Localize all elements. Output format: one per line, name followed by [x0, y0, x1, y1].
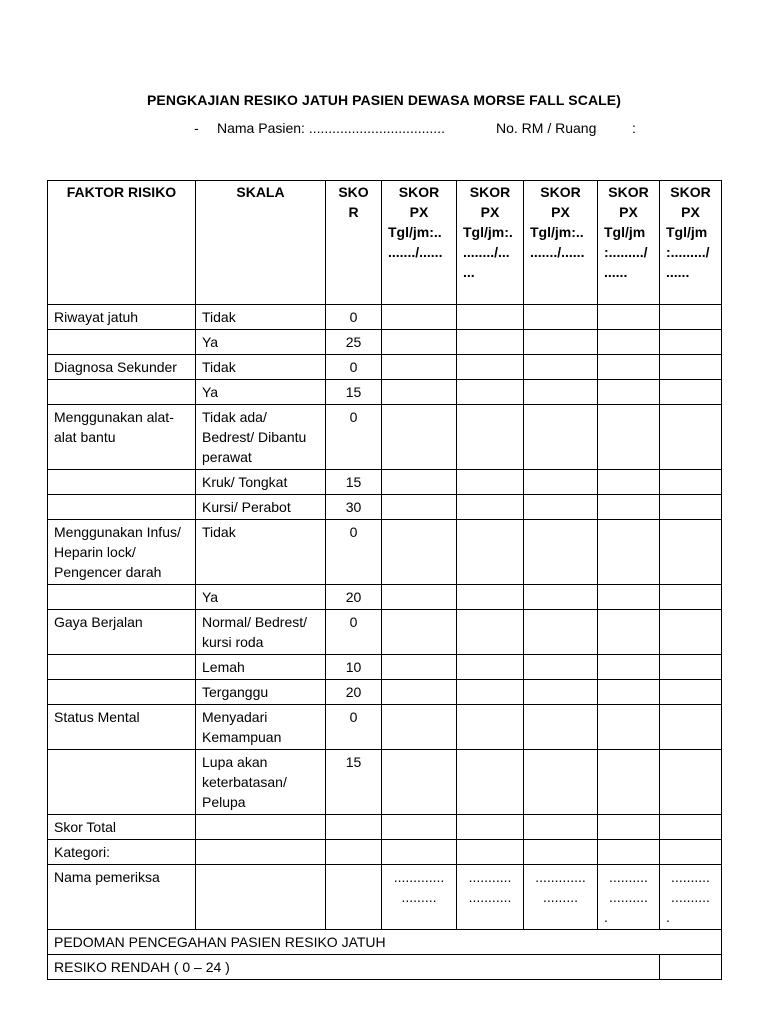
px4-l3: Tgl/jm: [604, 224, 646, 240]
px-input-cell[interactable]: [524, 840, 598, 865]
px-input-cell[interactable]: [382, 655, 457, 680]
px2-l5: ...: [463, 264, 475, 280]
pedoman-row: [48, 930, 722, 955]
dots-line: .: [666, 909, 670, 925]
table-row: [48, 470, 722, 495]
skor-cell: 20: [326, 585, 382, 610]
px-input-cell[interactable]: [457, 750, 524, 815]
nama-pemeriksa-label: Nama pemeriksa: [48, 865, 196, 930]
dots-line: .........: [542, 889, 578, 905]
px-input-cell[interactable]: [382, 750, 457, 815]
px-input-cell[interactable]: [524, 305, 598, 330]
px1-l1: SKOR: [398, 184, 440, 200]
table-row: [48, 585, 722, 610]
skala-cell: Terganggu: [196, 680, 326, 705]
px-input-cell[interactable]: [457, 405, 524, 470]
px5-l1: SKOR: [670, 184, 711, 200]
header-skor-px-2: [457, 181, 524, 305]
document-title: PENGKAJIAN RESIKO JATUH PASIEN DEWASA MORSE FALL SCALE): [146, 92, 622, 108]
faktor-cell: [48, 680, 196, 705]
px-input-cell[interactable]: [457, 330, 524, 355]
header-skor-px-1: [382, 181, 457, 305]
skala-cell: [196, 840, 326, 865]
header-row: [48, 181, 722, 305]
px-input-cell[interactable]: [524, 495, 598, 520]
skala-cell: Tidak: [196, 520, 326, 585]
px-input-cell[interactable]: [598, 840, 660, 865]
px-input-cell[interactable]: [524, 405, 598, 470]
px-input-cell[interactable]: [660, 305, 722, 330]
px-input-cell[interactable]: [598, 750, 660, 815]
px-input-cell[interactable]: [660, 330, 722, 355]
px4-l1: SKOR: [608, 184, 649, 200]
px-input-cell[interactable]: [382, 330, 457, 355]
skor-cell: 0: [326, 610, 382, 655]
pemeriksa-signature-cell[interactable]: [598, 865, 660, 930]
skala-cell: Menyadari Kemampuan: [196, 705, 326, 750]
skor-cell: 15: [326, 470, 382, 495]
faktor-cell: [48, 470, 196, 495]
px5-l2: PX: [681, 204, 700, 220]
px3-l2: PX: [551, 204, 570, 220]
px-input-cell[interactable]: [524, 470, 598, 495]
px-input-cell[interactable]: [524, 815, 598, 840]
bullet-dash: -: [194, 120, 199, 136]
px1-l3: Tgl/jm:..: [388, 224, 442, 240]
faktor-cell: Riwayat jatuh: [48, 305, 196, 330]
px-input-cell[interactable]: [457, 655, 524, 680]
dots-line: .: [604, 909, 608, 925]
px-input-cell[interactable]: [524, 680, 598, 705]
skala-cell: [196, 815, 326, 840]
px-input-cell[interactable]: [382, 305, 457, 330]
px-input-cell[interactable]: [382, 815, 457, 840]
px2-l2: PX: [480, 204, 500, 220]
skala-cell: Lupa akan keterbatasan/ Pelupa: [196, 750, 326, 815]
dots-line: ..........: [671, 889, 710, 905]
header-faktor-risiko: FAKTOR RISIKO: [48, 181, 196, 305]
skor-cell: [326, 865, 382, 930]
table-row: [48, 405, 722, 470]
skala-cell: Kruk/ Tongkat: [196, 470, 326, 495]
px-input-cell[interactable]: [598, 495, 660, 520]
px-input-cell[interactable]: [660, 495, 722, 520]
table-row: [48, 330, 722, 355]
px3-l4: ......./......: [530, 244, 585, 260]
px-input-cell[interactable]: [660, 705, 722, 750]
px-input-cell[interactable]: [524, 520, 598, 585]
px-input-cell[interactable]: [382, 495, 457, 520]
px-input-cell[interactable]: [457, 815, 524, 840]
px-input-cell[interactable]: [598, 610, 660, 655]
skala-cell: Ya: [196, 380, 326, 405]
px-input-cell[interactable]: [382, 470, 457, 495]
px-input-cell[interactable]: [524, 330, 598, 355]
px-input-cell[interactable]: [382, 355, 457, 380]
px-input-cell[interactable]: [598, 470, 660, 495]
skala-cell: Tidak: [196, 305, 326, 330]
table-row: [48, 750, 722, 815]
resiko-rendah-label: RESIKO RENDAH ( 0 – 24 ): [48, 955, 660, 980]
skor-cell: [326, 840, 382, 865]
px-input-cell[interactable]: [524, 380, 598, 405]
dots-line: ..........: [609, 869, 648, 885]
header-skala: SKALA: [196, 181, 326, 305]
skor-cell: 0: [326, 405, 382, 470]
skor-total-label: Skor Total: [48, 815, 196, 840]
kategori-row: [48, 840, 722, 865]
px1-l4: ......./......: [388, 244, 443, 260]
px-input-cell[interactable]: [457, 610, 524, 655]
nama-pemeriksa-row: [48, 865, 722, 930]
skor-cell: 15: [326, 750, 382, 815]
px-input-cell[interactable]: [660, 405, 722, 470]
px-input-cell[interactable]: [382, 680, 457, 705]
px4-l4: :........./: [604, 244, 648, 260]
px2-l1: SKOR: [469, 184, 511, 200]
faktor-cell: [48, 750, 196, 815]
header-skor: [326, 181, 382, 305]
px-input-cell[interactable]: [660, 610, 722, 655]
px1-l2: PX: [409, 204, 429, 220]
px-input-cell[interactable]: [660, 840, 722, 865]
kategori-label: Kategori:: [48, 840, 196, 865]
skor-cell: 0: [326, 520, 382, 585]
px-input-cell[interactable]: [382, 610, 457, 655]
px-input-cell[interactable]: [598, 305, 660, 330]
header-skor-px-4: [598, 181, 660, 305]
px-input-cell[interactable]: [457, 585, 524, 610]
px-input-cell[interactable]: [598, 815, 660, 840]
px-input-cell[interactable]: [382, 520, 457, 585]
px3-l1: SKOR: [540, 184, 581, 200]
dots-line: ..........: [609, 889, 648, 905]
px-input-cell[interactable]: [457, 840, 524, 865]
skala-cell: Ya: [196, 330, 326, 355]
px-input-cell[interactable]: [524, 585, 598, 610]
px-input-cell[interactable]: [457, 355, 524, 380]
skala-cell: Ya: [196, 585, 326, 610]
skala-cell: Kursi/ Perabot: [196, 495, 326, 520]
faktor-cell: Diagnosa Sekunder: [48, 355, 196, 380]
px-input-cell[interactable]: [382, 380, 457, 405]
px-input-cell[interactable]: [457, 520, 524, 585]
px-input-cell[interactable]: [382, 405, 457, 470]
px-input-cell[interactable]: [660, 750, 722, 815]
px-input-cell[interactable]: [660, 815, 722, 840]
px-input-cell[interactable]: [598, 585, 660, 610]
table-row: [48, 355, 722, 380]
skor-cell: 30: [326, 495, 382, 520]
px-input-cell[interactable]: [457, 495, 524, 520]
skala-cell: [196, 865, 326, 930]
pemeriksa-signature-cell[interactable]: [524, 865, 598, 930]
faktor-cell: [48, 585, 196, 610]
px4-l5: ......: [604, 264, 628, 280]
px-input-cell[interactable]: [660, 585, 722, 610]
px-input-cell[interactable]: [598, 655, 660, 680]
dots-line: ..........: [671, 869, 710, 885]
px4-l2: PX: [619, 204, 638, 220]
px-input-cell[interactable]: [598, 520, 660, 585]
table-row: [48, 705, 722, 750]
px-input-cell[interactable]: [382, 840, 457, 865]
dots-line: .........: [401, 889, 437, 905]
px2-l4: ......../...: [463, 244, 510, 260]
dots-line: .............: [393, 869, 445, 885]
faktor-cell: [48, 380, 196, 405]
px5-l5: ......: [666, 264, 690, 280]
dots-line: .............: [535, 869, 586, 885]
px-input-cell[interactable]: [457, 380, 524, 405]
header-skor-px-3: [524, 181, 598, 305]
table-row: [48, 680, 722, 705]
px-input-cell[interactable]: [524, 705, 598, 750]
skor-cell: 10: [326, 655, 382, 680]
header-skor-line1: SKO: [338, 184, 369, 200]
dots-line: ...........: [468, 889, 512, 905]
faktor-cell: Menggunakan Infus/ Heparin lock/ Pengencer darah: [48, 520, 196, 585]
table-row: [48, 305, 722, 330]
skor-cell: 20: [326, 680, 382, 705]
px-input-cell[interactable]: [457, 305, 524, 330]
px5-l3: Tgl/jm: [666, 224, 708, 240]
skor-cell: [326, 815, 382, 840]
patient-name-label: Nama Pasien: ...................................: [217, 120, 445, 136]
px-input-cell[interactable]: [382, 585, 457, 610]
header-skor-px-5: [660, 181, 722, 305]
table-row: [48, 655, 722, 680]
skor-cell: 15: [326, 380, 382, 405]
px-input-cell[interactable]: [598, 680, 660, 705]
skala-cell: Lemah: [196, 655, 326, 680]
table-row: [48, 380, 722, 405]
px-input-cell[interactable]: [457, 680, 524, 705]
skala-cell: Normal/ Bedrest/ kursi roda: [196, 610, 326, 655]
px-input-cell[interactable]: [457, 470, 524, 495]
px-input-cell[interactable]: [660, 355, 722, 380]
px-input-cell[interactable]: [598, 405, 660, 470]
header-skor-line2: R: [348, 204, 359, 220]
faktor-cell: [48, 330, 196, 355]
dots-line: ...........: [468, 869, 512, 885]
px-input-cell[interactable]: [598, 355, 660, 380]
px-input-cell[interactable]: [524, 610, 598, 655]
faktor-cell: [48, 495, 196, 520]
px3-l3: Tgl/jm:..: [530, 224, 584, 240]
morse-fall-scale-table: [47, 180, 722, 980]
faktor-cell: Menggunakan alat-alat bantu: [48, 405, 196, 470]
skor-cell: 0: [326, 355, 382, 380]
px-input-cell[interactable]: [457, 705, 524, 750]
resiko-rendah-check-cell[interactable]: [660, 955, 722, 980]
skor-cell: 0: [326, 305, 382, 330]
px-input-cell[interactable]: [598, 380, 660, 405]
skor-cell: 0: [326, 705, 382, 750]
table-row: [48, 520, 722, 585]
resiko-rendah-row: [48, 955, 722, 980]
faktor-cell: Gaya Berjalan: [48, 610, 196, 655]
px-input-cell[interactable]: [598, 330, 660, 355]
px2-l3: Tgl/jm:.: [463, 224, 513, 240]
px-input-cell[interactable]: [660, 380, 722, 405]
px-input-cell[interactable]: [524, 750, 598, 815]
faktor-cell: [48, 655, 196, 680]
faktor-cell: Status Mental: [48, 705, 196, 750]
table-row: [48, 610, 722, 655]
skala-cell: Tidak: [196, 355, 326, 380]
rm-room-label: No. RM / Ruang: [496, 120, 597, 136]
px5-l4: :........./: [666, 244, 710, 260]
px-input-cell[interactable]: [524, 355, 598, 380]
px-input-cell[interactable]: [660, 655, 722, 680]
px-input-cell[interactable]: [524, 655, 598, 680]
skor-total-row: [48, 815, 722, 840]
pemeriksa-signature-cell[interactable]: [382, 865, 457, 930]
px-input-cell[interactable]: [660, 470, 722, 495]
rm-room-colon: :: [632, 120, 636, 136]
table-row: [48, 495, 722, 520]
px-input-cell[interactable]: [660, 680, 722, 705]
pemeriksa-signature-cell[interactable]: [457, 865, 524, 930]
skor-cell: 25: [326, 330, 382, 355]
pemeriksa-signature-cell[interactable]: [660, 865, 722, 930]
px-input-cell[interactable]: [598, 705, 660, 750]
pedoman-label: PEDOMAN PENCEGAHAN PASIEN RESIKO JATUH: [48, 930, 722, 955]
px-input-cell[interactable]: [382, 705, 457, 750]
skala-cell: Tidak ada/ Bedrest/ Dibantu perawat: [196, 405, 326, 470]
px-input-cell[interactable]: [660, 520, 722, 585]
